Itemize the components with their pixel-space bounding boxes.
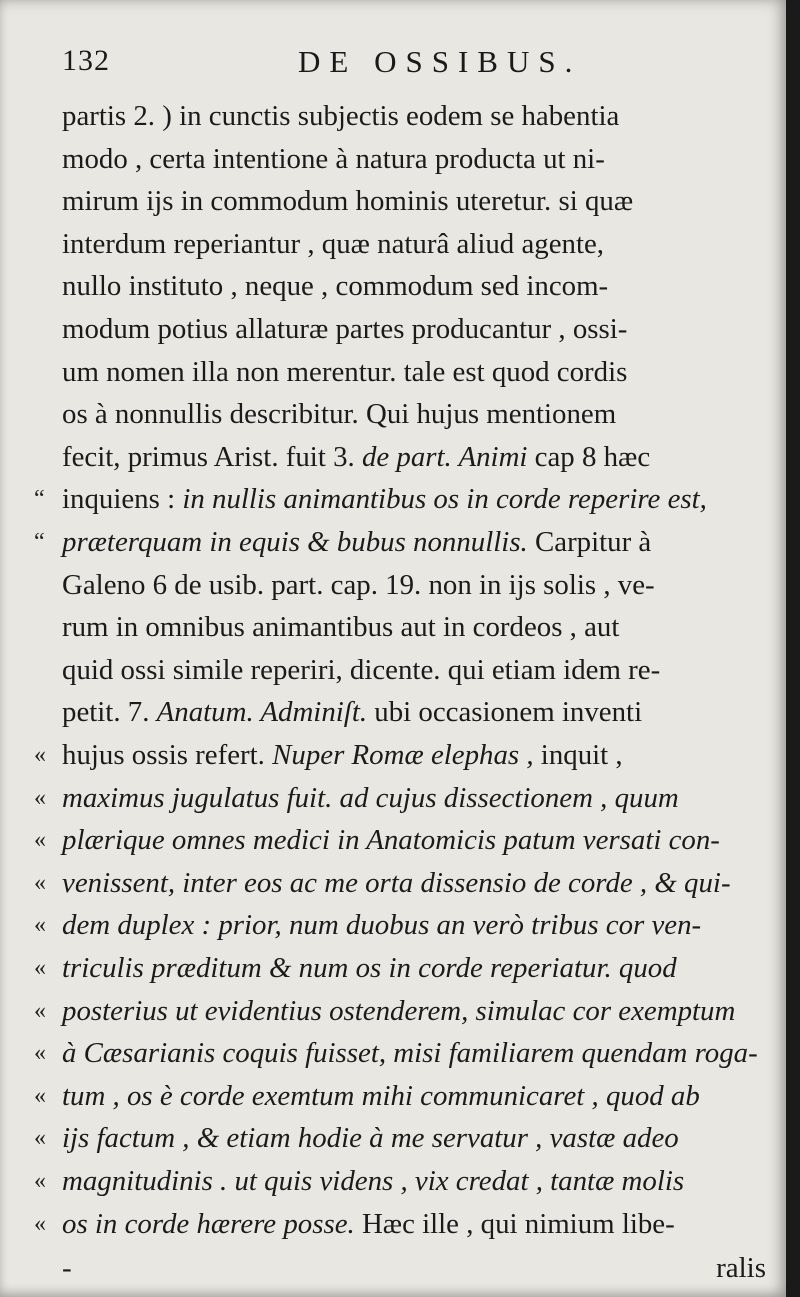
line-text xyxy=(62,775,764,821)
text-line xyxy=(0,434,786,480)
roman-text-segment: quid ossi simile reperiri, dicente. qui etiam idem re- xyxy=(62,653,661,686)
quotation-mark: « xyxy=(34,1210,46,1237)
text-line xyxy=(0,604,786,650)
quotation-mark: « xyxy=(34,912,46,939)
roman-text-segment: um nomen illa non merentur. tale est quod cordis xyxy=(62,355,628,388)
text-line xyxy=(0,306,786,352)
text-line xyxy=(0,1158,786,1204)
roman-text-segment: inquiens : xyxy=(62,483,183,516)
quotation-mark: « xyxy=(34,1168,46,1194)
quotation-mark: « xyxy=(34,827,46,854)
italic-text-segment: magnitudinis . ut quis videns , vix credat , tantæ molis xyxy=(62,1165,685,1197)
italic-text-segment: tum , os è corde exemtum mihi communicaret , quod ab xyxy=(62,1079,700,1112)
line-text xyxy=(62,647,764,693)
line-text xyxy=(62,1030,764,1076)
roman-text-segment: Carpitur à xyxy=(527,526,652,558)
text-line xyxy=(0,519,786,565)
line-text xyxy=(62,476,764,522)
text-line xyxy=(0,562,786,608)
line-text xyxy=(62,988,764,1034)
quotation-mark: « xyxy=(34,1082,46,1109)
text-line xyxy=(0,93,786,139)
text-line xyxy=(0,391,786,437)
line-text xyxy=(62,817,764,863)
roman-text-segment: petit. 7. xyxy=(62,696,157,729)
italic-text-segment: os in corde hærere posse. xyxy=(62,1207,355,1240)
roman-text-segment: hujus ossis refert. xyxy=(62,739,273,771)
line-text xyxy=(62,263,764,309)
line-text xyxy=(62,519,764,565)
line-text xyxy=(62,136,764,182)
line-text xyxy=(62,349,764,395)
line-text xyxy=(62,434,764,480)
line-text xyxy=(62,221,764,267)
text-line xyxy=(0,476,786,522)
line-text xyxy=(62,604,764,650)
italic-text-segment: in nullis animantibus os in corde reperire est, xyxy=(182,483,707,516)
line-text xyxy=(62,1073,764,1119)
italic-text-segment: posterius ut evidentius ostenderem, simulac cor exemptum xyxy=(62,994,736,1027)
italic-text-segment: ijs factum , & etiam hodie à me servatur , vastæ adeo xyxy=(62,1122,679,1155)
catchword-mark: - xyxy=(62,1252,72,1285)
italic-text-segment: præterquam in equis & bubus nonnullis. xyxy=(62,526,528,558)
roman-text-segment: modum potius allaturæ partes producantur , ossi- xyxy=(62,313,628,345)
running-title: DE OSSIBUS. xyxy=(298,44,582,79)
text-line xyxy=(0,221,786,267)
roman-text-segment: fecit, primus Arist. fuit 3. xyxy=(62,440,362,473)
quotation-mark: « xyxy=(34,955,46,981)
italic-text-segment: venissent, inter eos ac me orta dissensio de corde , & qui- xyxy=(62,866,731,899)
text-line xyxy=(0,732,786,778)
quotation-mark: « xyxy=(34,997,46,1024)
italic-text-segment: à Cæsarianis coquis fuisset, misi familiarem quendam roga- xyxy=(62,1037,758,1070)
page-edge xyxy=(786,0,800,1297)
roman-text-segment: inquit , xyxy=(533,739,623,771)
text-line xyxy=(0,349,786,395)
line-text xyxy=(62,391,764,437)
line-text xyxy=(62,93,764,139)
roman-text-segment: Hæc ille , qui nimium libe- xyxy=(354,1207,675,1240)
line-text xyxy=(62,860,764,906)
text-line xyxy=(0,263,786,309)
line-text xyxy=(62,178,764,224)
line-text xyxy=(62,562,764,608)
roman-text-segment: mirum ijs in commodum hominis uteretur. si quæ xyxy=(62,185,634,218)
text-line xyxy=(0,860,786,906)
quotation-mark: « xyxy=(34,869,46,896)
roman-text-segment: os à nonnullis describitur. Qui hujus mentionem xyxy=(62,398,617,431)
line-text xyxy=(62,1158,764,1204)
italic-text-segment: maximus jugulatus fuit. ad cujus dissectionem , quum xyxy=(62,781,679,814)
text-line xyxy=(0,1115,786,1161)
italic-text-segment: Anatum. Adminiſt. xyxy=(156,696,368,729)
line-text xyxy=(62,945,764,991)
roman-text-segment: interdum reperiantur , quæ naturâ aliud agente, xyxy=(62,227,605,260)
line-text xyxy=(62,1115,764,1161)
line-text xyxy=(62,306,764,352)
italic-text-segment: de part. Animi xyxy=(361,440,528,473)
roman-text-segment: partis 2. ) in cunctis subjectis eodem se habentia xyxy=(62,100,620,132)
line-text xyxy=(62,902,764,948)
italic-text-segment: dem duplex : prior, num duobus an verò tribus cor ven- xyxy=(62,909,702,942)
text-line xyxy=(0,988,786,1034)
text-line xyxy=(0,902,786,948)
text-line xyxy=(0,1030,786,1076)
line-text xyxy=(62,689,764,735)
roman-text-segment: modo , certa intentione à natura producta ut ni- xyxy=(62,142,605,175)
text-line xyxy=(0,1201,786,1247)
roman-text-segment: nullo instituto , neque , commodum sed incom- xyxy=(62,270,609,303)
roman-text-segment: Galeno 6 de usib. part. cap. 19. non in ijs solis , ve- xyxy=(62,568,655,601)
italic-text-segment: plærique omnes medici in Anatomicis patum versati con- xyxy=(62,824,720,857)
italic-text-segment: Nuper Romæ elephas , xyxy=(272,739,534,771)
quotation-mark: “ xyxy=(34,486,45,513)
text-line xyxy=(0,647,786,693)
quotation-mark: « xyxy=(34,742,46,768)
quotation-mark: « xyxy=(34,1040,46,1067)
text-line xyxy=(0,1073,786,1119)
roman-text-segment: cap 8 hæc xyxy=(527,440,651,473)
line-text xyxy=(62,1201,764,1247)
text-line xyxy=(0,178,786,224)
roman-text-segment: ubi occasionem inventi xyxy=(367,696,643,729)
quotation-mark: “ xyxy=(34,529,45,555)
page-header xyxy=(0,44,786,94)
roman-text-segment: rum in omnibus animantibus aut in cordeos , aut xyxy=(62,611,620,644)
quotation-mark: « xyxy=(34,1125,46,1152)
text-line xyxy=(0,775,786,821)
catchword: ralis xyxy=(716,1252,766,1285)
page-number: 132 xyxy=(62,44,110,77)
text-line xyxy=(0,817,786,863)
text-line xyxy=(0,136,786,182)
italic-text-segment: triculis præditum & num os in corde reperiatur. quod xyxy=(62,952,677,984)
quotation-mark: « xyxy=(34,784,46,811)
text-line xyxy=(0,945,786,991)
text-line xyxy=(0,689,786,735)
line-text xyxy=(62,732,764,778)
catchword-line xyxy=(0,1245,786,1291)
